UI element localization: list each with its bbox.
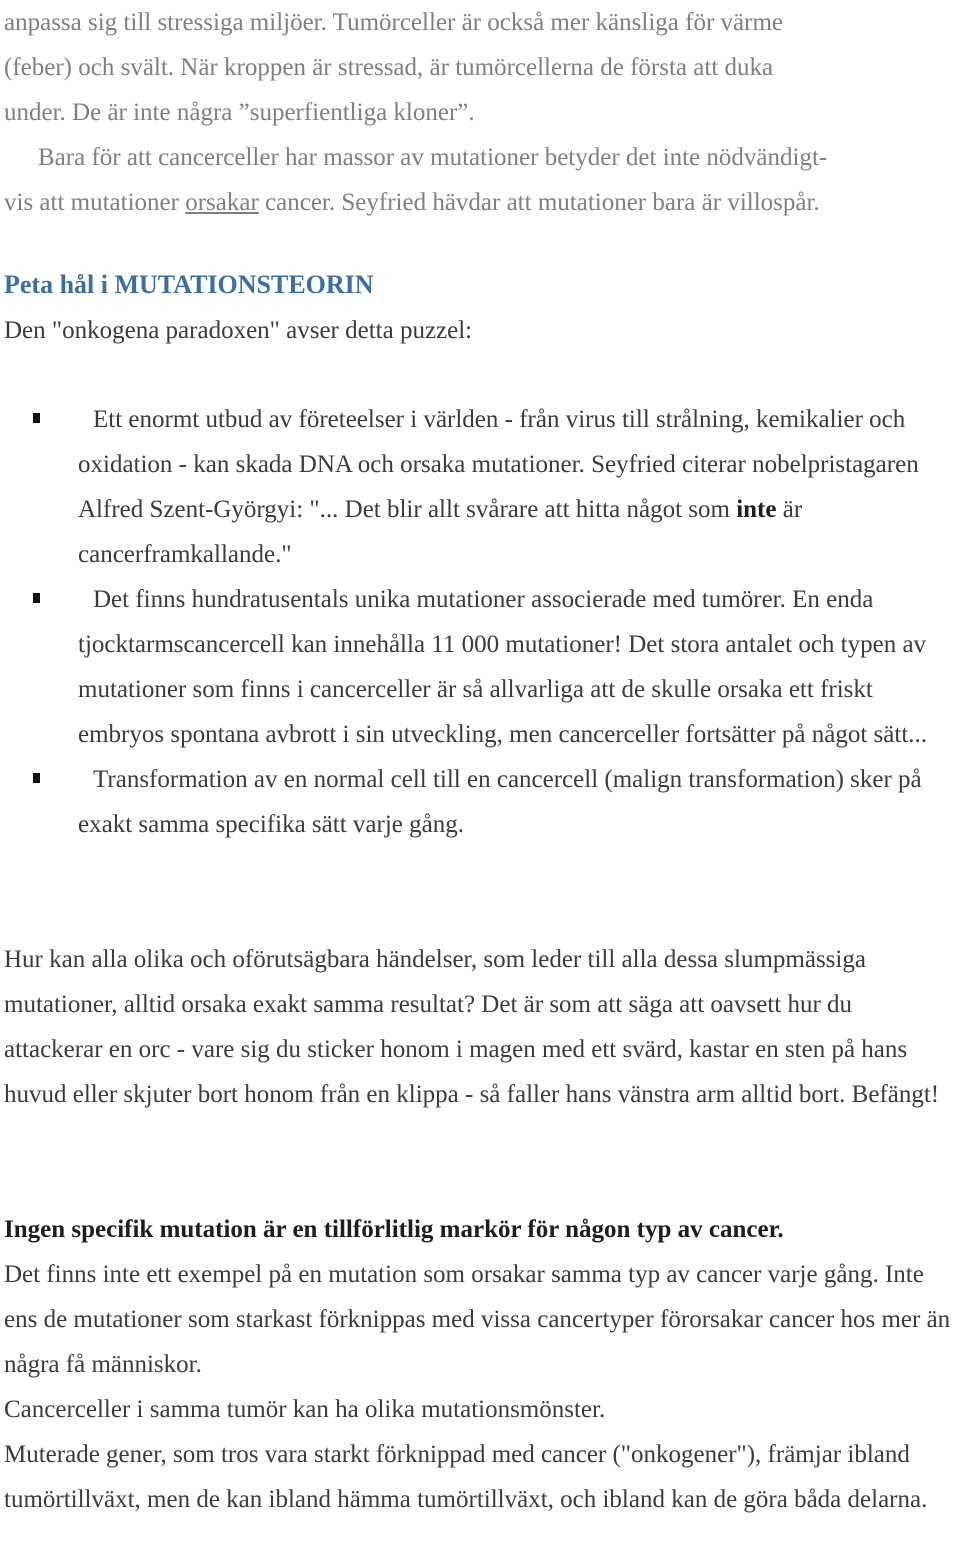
section-heading: Peta hål i MUTATIONSTEORIN (4, 270, 374, 299)
bullet-1-bold: inte (736, 496, 777, 523)
bullet-2-first-line: Det finns hundratusentals unika mutationer associerade med tumörer. (93, 586, 786, 613)
quoted-intro-text (4, 0, 956, 225)
closing-paragraphs (4, 1252, 956, 1522)
bullet-3-first-line: Transformation av en normal cell till en cancercell (malign transformation) (93, 766, 844, 793)
bullet-square-icon (33, 413, 40, 423)
bullet-square-icon (33, 773, 40, 783)
bullet-square-icon (33, 593, 40, 603)
intro-line: Den "onkogena paradoxen" avser detta puzzel: (4, 317, 473, 344)
top-line-5-b: cancer. Seyfried hävdar att mutationer bara är villospår. (258, 189, 820, 216)
paragraph-2: Det finns inte ett exempel på en mutation som orsakar samma typ av cancer varje gång. Inte ens de mutationer som starkast förknippas med vissa cancertyper förorsakar cancer hos mer än några få människor. (4, 1261, 951, 1378)
bullet-1-first-line: Ett enormt utbud av företeelser i världen - från virus till strålning, (93, 406, 750, 433)
bullet-3-rest: sker på exakt samma specifika sätt varje gång. (78, 766, 922, 838)
paragraph-orc: Hur kan alla olika och oförutsägbara händelser, som leder till alla dessa slumpmässiga mutationer, alltid orsaka exakt samma resultat? Det är som att säga att oavsett hur du attackerar en orc - vare sig du sticker honom i magen med ett svärd, kastar en sten på hans huvud eller skjuter bort honom från en klippa - så faller hans vänstra arm alltid bort. Befängt! (4, 946, 940, 1108)
top-line-1: anpassa sig till stressiga miljöer. Tumörceller är också mer känsliga för värme (4, 9, 783, 36)
bullet-2-rest: En enda tjocktarmscancercell kan innehålla 11 000 mutationer! Det stora antalet och typen av mutationer som finns i cancerceller är så allvarliga att de skulle orsaka ett friskt embryos spontana avbrott i sin utveckling, men cancerceller fortsätter på något sätt... (78, 586, 928, 748)
bullet-list (0, 397, 960, 847)
top-line-5 (4, 180, 956, 225)
list-item (0, 757, 960, 847)
paragraph-4: Muterade gener, som tros vara starkt förknippad med cancer ("onkogener"), främjar ibland tumörtillväxt, men de kan ibland hämma tumörtillväxt, och ibland kan de göra båda delarna. (4, 1441, 928, 1513)
list-item (0, 397, 960, 577)
bullet-1-rest-b: är cancerframkallande." (78, 496, 803, 568)
list-item (0, 577, 960, 757)
bullet-1-rest-a: kemikalier och oxidation - kan skada DNA och orsaka mutationer. Seyfried citerar nobelpristagaren Alfred Szent-Györgyi: "... Det blir allt svårare att hitta något som (78, 406, 919, 523)
top-line-5-a: vis att mutationer (4, 189, 186, 216)
top-line-3: under. De är inte några ”superfientliga kloner”. (4, 99, 475, 126)
top-line-2: (feber) och svält. När kroppen är stressad, är tumörcellerna de första att duka (4, 54, 774, 81)
paragraph-3: Cancerceller i samma tumör kan ha olika mutationsmönster. (4, 1396, 606, 1423)
top-line-4: Bara för att cancerceller har massor av mutationer betyder det inte nödvändigt- (38, 144, 828, 171)
underlined-word: orsakar (185, 189, 259, 216)
bold-heading: Ingen specifik mutation är en tillförlitlig markör för någon typ av cancer. (4, 1216, 784, 1243)
